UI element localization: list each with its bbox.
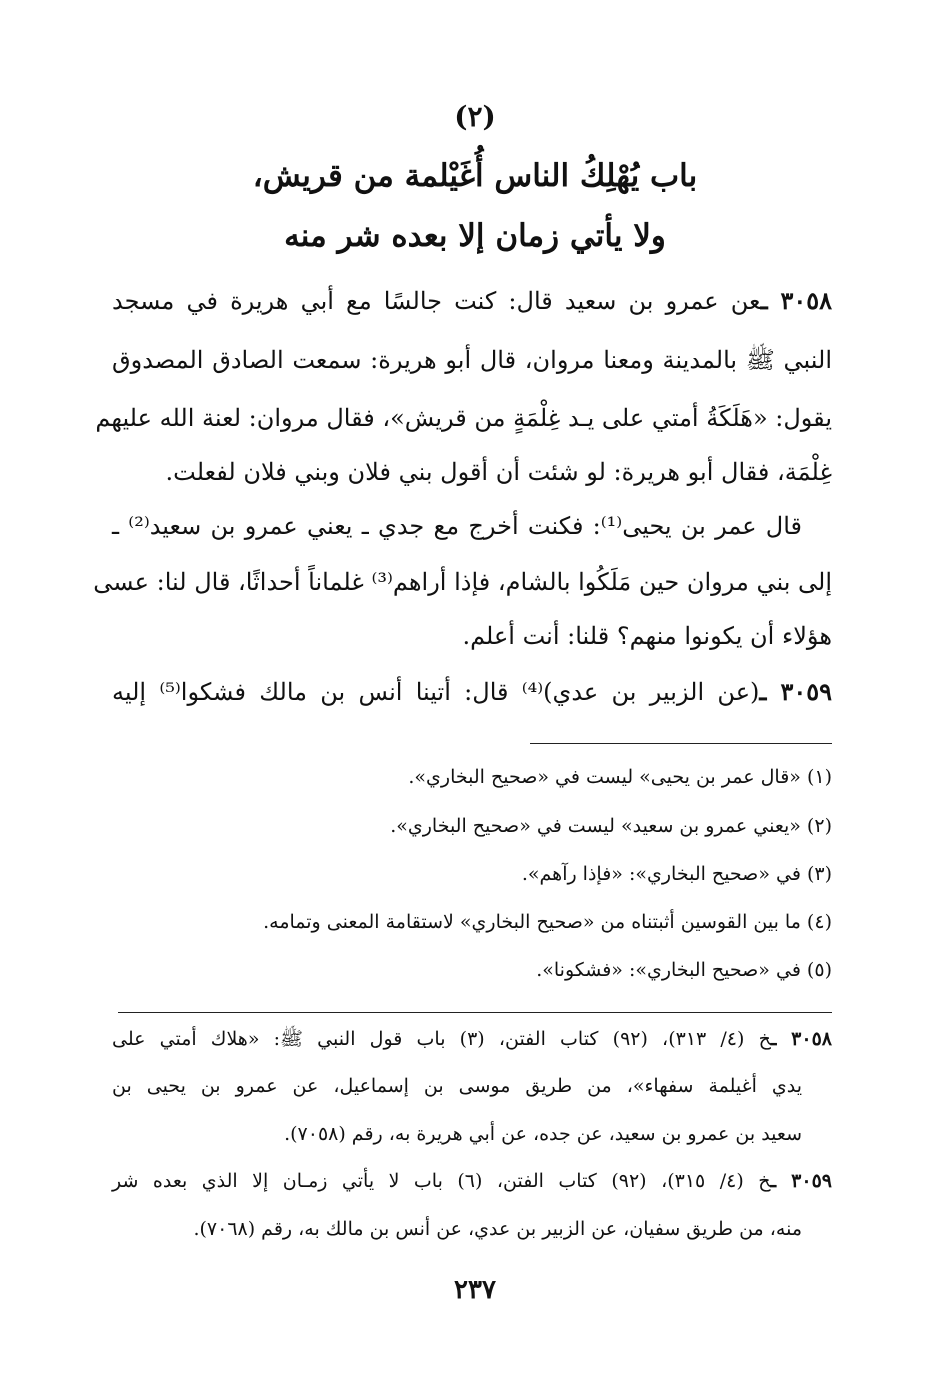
source-3058-line-1 — [112, 1027, 832, 1055]
footnote-5: (٥) في «صحيح البخاري»: «فشكونا». — [536, 959, 832, 981]
narration-line-3: هؤلاء أن يكونوا منهم؟ قلنا: أنت أعلم. — [462, 622, 832, 650]
hadith-3059-number: ٣٠٥٩ ـ — [759, 677, 832, 706]
source-3059-number: ٣٠٥٩ ـ — [770, 1170, 832, 1192]
hadith-3058-line-2: النبي ﷺ بالمدينة ومعنا مروان، قال أبو هريرة: سمعت الصادق المصدوق — [112, 346, 832, 374]
source-3059-line-2: منه، من طريق سفيان، عن الزبير بن عدي، عن أنس بن مالك به، رقم (٧٠٦٨). — [193, 1218, 802, 1240]
hadith-3058-number: ٣٠٥٨ ـ — [760, 286, 832, 315]
chapter-number: (٢) — [454, 100, 496, 133]
footnote-separator — [530, 743, 832, 744]
footnote-2: (٢) «يعني عمرو بن سعيد» ليست في «صحيح البخاري». — [390, 815, 832, 837]
narration-line-2: إلى بني مروان حين مَلَكُوا بالشام، فإذا أراهم⁽³⁾ غلماناً أحداثًا، قال لنا: عسى — [93, 568, 832, 596]
hadith-3058-line-3: يقول: «هَلَكَةُ أمتي على يـد غِلْمَةٍ من قريش»، فقال مروان: لعنة الله عليهم — [95, 404, 832, 432]
source-3058-line-2: يدي أغيلمة سفهاء»، من طريق موسى بن إسماعيل، عن عمرو بن يحيى بن — [112, 1075, 802, 1097]
hadith-3059-text-1: (عن الزبير بن عدي)⁽⁴⁾ قال: أتينا أنس بن مالك فشكوا⁽⁵⁾ إليه — [112, 678, 760, 706]
page-number: ٢٣٧ — [454, 1275, 496, 1305]
source-3058-number: ٣٠٥٨ ـ — [770, 1028, 832, 1050]
footnote-4: (٤) ما بين القوسين أثبتناه من «صحيح البخاري» لاستقامة المعنى وتمامه. — [263, 911, 832, 933]
footnote-1: (١) «قال عمر بن يحيى» ليست في «صحيح البخاري». — [408, 766, 832, 788]
source-3059-line-1 — [112, 1170, 832, 1192]
sources-separator — [118, 1012, 832, 1013]
source-3059-text-1: خ (٤/ ٣١٥)، (٩٢) كتاب الفتن، (٦) باب لا يأتي زمـان إلا الذي بعده شر — [112, 1170, 771, 1192]
source-3058-line-3: سعيد بن عمرو بن سعيد، عن جده، عن أبي هريرة به، رقم (٧٠٥٨). — [284, 1123, 802, 1145]
hadith-3058-line-1 — [112, 286, 832, 315]
hadith-3058-text-1: عن عمرو بن سعيد قال: كنت جالسًا مع أبي هريرة في مسجد — [112, 287, 761, 315]
hadith-3058-line-4: غِلْمَة، فقال أبو هريرة: لو شئت أن أقول بني فلان وبني فلان لفعلت. — [165, 458, 832, 486]
chapter-title-line-2: ولا يأتي زمان إلا بعده شر منه — [284, 218, 666, 254]
narration-line-1: قال عمر بن يحيى⁽¹⁾: فكنت أخرج مع جدي ـ يعني عمرو بن سعيد⁽²⁾ ـ — [112, 512, 802, 540]
source-3058-text-1: خ (٤/ ٣١٣)، (٩٢) كتاب الفتن، (٣) باب قول النبي ﷺ: «هلاك أمتي على — [112, 1028, 771, 1050]
chapter-title-line-1: باب يُهْلِكُ الناس أُغَيْلمة من قريش، — [252, 158, 698, 194]
footnote-3: (٣) في «صحيح البخاري»: «فإذا رآهم». — [521, 863, 832, 885]
hadith-3059-line-1 — [112, 677, 832, 706]
